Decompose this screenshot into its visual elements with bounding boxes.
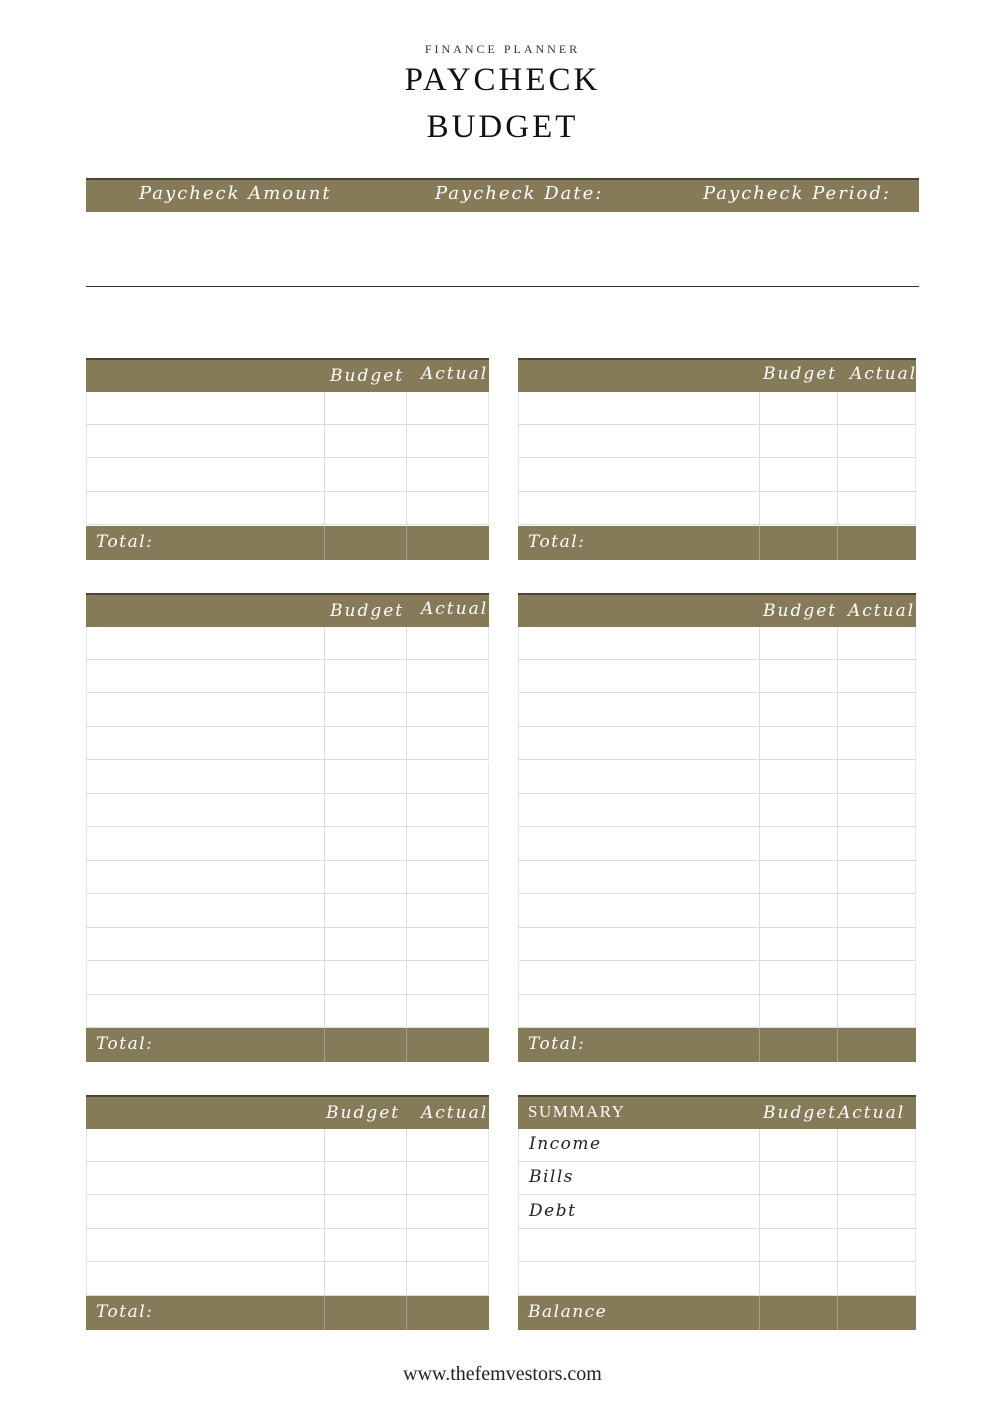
table-header	[518, 1095, 916, 1129]
budget-table-1	[86, 358, 489, 560]
column-divider	[324, 392, 325, 526]
table-total-row	[518, 526, 916, 560]
summary-table	[518, 1095, 916, 1330]
table-header	[518, 593, 916, 627]
table-row[interactable]	[86, 660, 489, 693]
actual-column-label: Actual	[838, 1103, 906, 1123]
table-row[interactable]	[86, 425, 489, 458]
page-title-line-2: BUDGET	[426, 109, 579, 145]
table-row[interactable]	[86, 761, 489, 794]
table-row[interactable]	[518, 492, 916, 525]
table-row[interactable]	[518, 392, 916, 425]
summary-row-label: Debt	[529, 1201, 577, 1221]
budget-table-2	[518, 358, 916, 560]
table-row[interactable]	[86, 794, 489, 827]
table-row[interactable]	[86, 928, 489, 961]
summary-title: SUMMARY	[528, 1102, 626, 1121]
table-row[interactable]	[86, 392, 489, 425]
budget-column-label: Budget	[763, 1103, 838, 1123]
table-row[interactable]	[518, 962, 916, 995]
table-row[interactable]	[518, 861, 916, 894]
table-row[interactable]	[518, 895, 916, 928]
total-label: Total:	[528, 532, 586, 552]
paycheck-amount-label: Paycheck Amount	[139, 183, 332, 204]
table-row[interactable]	[518, 1263, 916, 1296]
table-row[interactable]	[518, 694, 916, 727]
paycheck-period-label: Paycheck Period:	[703, 183, 891, 204]
table-row[interactable]	[86, 492, 489, 525]
column-divider	[324, 1129, 325, 1296]
table-row[interactable]	[86, 1162, 489, 1195]
table-row[interactable]	[86, 627, 489, 660]
total-label: Total:	[528, 1034, 586, 1054]
page-kicker: FINANCE PLANNER	[424, 42, 581, 56]
table-row[interactable]	[86, 727, 489, 760]
summary-row-bills[interactable]	[518, 1162, 916, 1195]
column-divider	[837, 1129, 838, 1296]
budget-column-label: Budget	[330, 366, 405, 386]
table-header	[518, 358, 916, 392]
table-row[interactable]	[518, 794, 916, 827]
table-row[interactable]	[518, 425, 916, 458]
summary-row-debt[interactable]	[518, 1196, 916, 1229]
summary-row-label: Income	[529, 1134, 602, 1154]
table-total-row	[518, 1028, 916, 1062]
page-title-line-1: PAYCHECK	[404, 62, 601, 98]
table-row[interactable]	[86, 459, 489, 492]
table-row[interactable]	[518, 1229, 916, 1262]
summary-row-label: Bills	[529, 1167, 575, 1187]
total-label: Total:	[96, 1302, 154, 1322]
paycheck-entry-line[interactable]	[86, 286, 919, 287]
paycheck-date-label: Paycheck Date:	[435, 183, 604, 204]
table-row[interactable]	[518, 995, 916, 1028]
column-divider	[406, 627, 407, 1028]
table-row[interactable]	[86, 1263, 489, 1296]
table-total-row	[86, 1296, 489, 1330]
actual-column-label: Actual	[421, 1103, 489, 1123]
table-header	[86, 358, 489, 392]
actual-column-label: Actual	[421, 599, 489, 619]
footer-url: www.thefemvestors.com	[403, 1363, 602, 1385]
column-divider	[837, 627, 838, 1028]
summary-balance-row	[518, 1296, 916, 1330]
balance-label: Balance	[528, 1302, 608, 1322]
budget-column-label: Budget	[330, 601, 405, 621]
column-divider	[837, 392, 838, 526]
budget-column-label: Budget	[763, 601, 838, 621]
table-row[interactable]	[518, 761, 916, 794]
paycheck-info-bar	[86, 178, 919, 212]
table-row[interactable]	[518, 928, 916, 961]
table-row[interactable]	[86, 1196, 489, 1229]
budget-table-4	[518, 593, 916, 1062]
table-row[interactable]	[86, 828, 489, 861]
total-label: Total:	[96, 1034, 154, 1054]
table-row[interactable]	[86, 962, 489, 995]
budget-table-5	[86, 1095, 489, 1330]
table-total-row	[86, 526, 489, 560]
table-row[interactable]	[518, 828, 916, 861]
table-row[interactable]	[518, 660, 916, 693]
table-row[interactable]	[518, 727, 916, 760]
table-row[interactable]	[86, 861, 489, 894]
summary-row-income[interactable]	[518, 1129, 916, 1162]
actual-column-label: Actual	[848, 601, 916, 621]
budget-table-3	[86, 593, 489, 1062]
column-divider	[759, 1129, 760, 1296]
column-divider	[759, 392, 760, 526]
budget-column-label: Budget	[326, 1103, 401, 1123]
column-divider	[324, 627, 325, 1028]
table-row[interactable]	[86, 694, 489, 727]
actual-column-label: Actual	[421, 364, 489, 384]
total-label: Total:	[96, 532, 154, 552]
table-total-row	[86, 1028, 489, 1062]
column-divider	[759, 627, 760, 1028]
table-row[interactable]	[518, 459, 916, 492]
table-header	[86, 1095, 489, 1129]
column-divider	[406, 1129, 407, 1296]
table-row[interactable]	[86, 895, 489, 928]
column-divider	[406, 392, 407, 526]
actual-column-label: Actual	[850, 364, 918, 384]
table-header	[86, 593, 489, 627]
table-row[interactable]	[86, 1229, 489, 1262]
budget-column-label: Budget	[763, 364, 838, 384]
table-row[interactable]	[518, 627, 916, 660]
table-row[interactable]	[86, 1129, 489, 1162]
table-row[interactable]	[86, 995, 489, 1028]
